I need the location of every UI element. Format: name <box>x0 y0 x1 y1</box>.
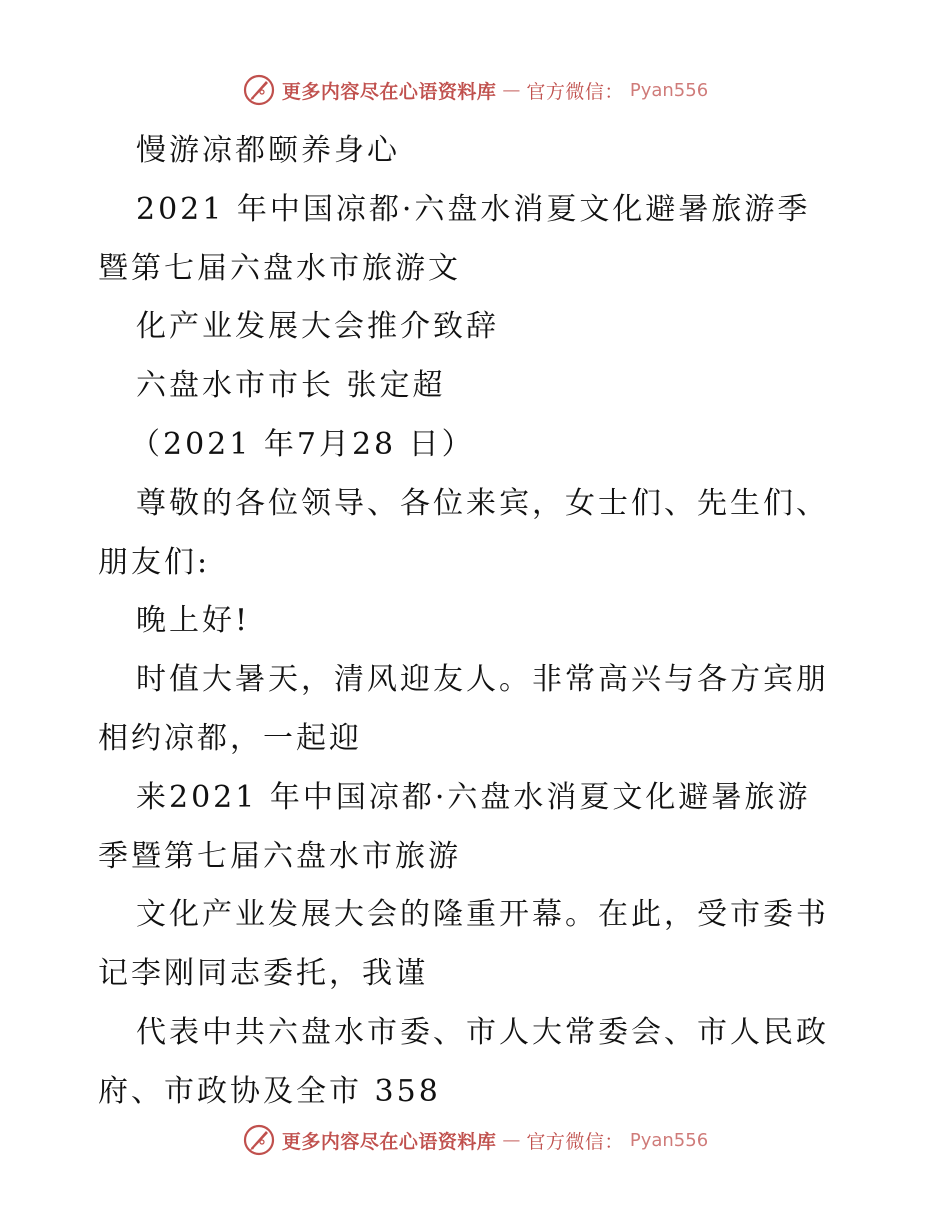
doc-line: 代表中共六盘水市委、市人大常委会、市人民政 <box>136 1014 829 1050</box>
doc-line: 时值大暑天，清风迎友人。非常高兴与各方宾朋 <box>136 662 829 698</box>
watermark-dash: — <box>502 1129 521 1151</box>
footer-watermark <box>0 1120 950 1160</box>
doc-line: 来2021 年中国凉都·六盘水消夏文化避暑旅游 <box>136 779 811 815</box>
doc-line: 六盘水市市长 张定超 <box>136 368 446 404</box>
doc-line: 朋友们: <box>98 544 211 580</box>
doc-line: 尊敬的各位领导、各位来宾，女士们、先生们、 <box>136 485 829 521</box>
doc-line: 化产业发展大会推介致辞 <box>136 309 499 345</box>
watermark-brand-text: 更多内容尽在心语资料库 <box>281 1130 497 1153</box>
doc-line: 晚上好! <box>136 603 251 639</box>
watermark-dash: — <box>502 79 521 101</box>
document-body <box>98 122 858 1122</box>
doc-line: 文化产业发展大会的隆重开幕。在此，受市委书 <box>136 897 829 933</box>
doc-line: 府、市政协及全市 358 <box>98 1073 441 1109</box>
doc-line: 相约凉都，一起迎 <box>98 720 362 756</box>
quill-pen-circle-icon <box>242 73 276 107</box>
doc-line: 慢游凉都颐养身心 <box>136 133 400 168</box>
doc-line: 记李刚同志委托，我谨 <box>98 956 428 992</box>
watermark-wechat-id: Pyan556 <box>629 79 709 101</box>
quill-pen-circle-icon <box>242 1123 276 1157</box>
doc-line: 暨第七届六盘水市旅游文 <box>98 250 461 286</box>
doc-line: （2021 年7月28 日） <box>130 426 475 462</box>
watermark-wechat-label: 官方微信： <box>526 80 624 103</box>
watermark-brand-text: 更多内容尽在心语资料库 <box>281 80 497 103</box>
doc-line: 2021 年中国凉都·六盘水消夏文化避暑旅游季 <box>136 191 811 227</box>
header-watermark <box>0 70 950 110</box>
watermark-wechat-id: Pyan556 <box>629 1129 709 1151</box>
doc-line: 季暨第七届六盘水市旅游 <box>98 838 461 874</box>
watermark-wechat-label: 官方微信： <box>526 1130 624 1153</box>
